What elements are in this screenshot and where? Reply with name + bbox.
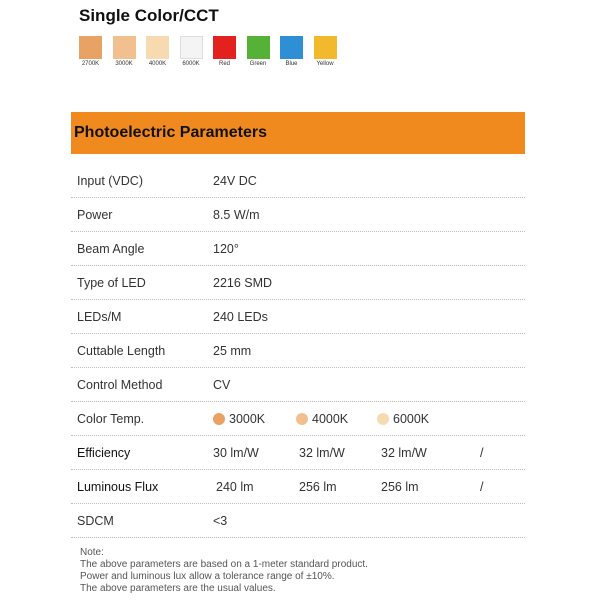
color-temp-text: 4000K: [312, 411, 349, 426]
param-label: Beam Angle: [77, 241, 145, 256]
param-row-luminous-flux: [71, 470, 525, 504]
swatch-chip: [180, 36, 203, 59]
swatch-label: 4000K: [148, 61, 167, 67]
swatch-chip: [146, 36, 169, 59]
swatch-yellow: [313, 36, 338, 67]
param-label: Type of LED: [77, 275, 146, 290]
param-label: Luminous Flux: [77, 479, 159, 494]
page-title: Single Color/CCT: [79, 6, 219, 25]
param-row-led-type: [71, 266, 525, 300]
param-value: 32 lm/W: [299, 445, 345, 460]
param-value: 2216 SMD: [213, 275, 273, 290]
param-row-leds-per-m: [71, 300, 525, 334]
swatch-label: Green: [249, 61, 267, 67]
param-label: SDCM: [77, 513, 114, 528]
param-row-sdcm: [71, 504, 525, 538]
swatch-4000k: [145, 36, 170, 67]
param-label: Power: [77, 207, 113, 222]
color-temp-text: 6000K: [393, 411, 430, 426]
param-value: /: [480, 479, 484, 494]
param-value: 24V DC: [213, 173, 257, 188]
param-value: 240 lm: [216, 479, 254, 494]
param-row-cuttable-length: [71, 334, 525, 368]
param-row-power: [71, 198, 525, 232]
swatch-green: [246, 36, 271, 67]
swatch-chip: [79, 36, 102, 59]
swatch-3000k: [112, 36, 137, 67]
notes-line: The above parameters are the usual values.: [80, 583, 276, 594]
param-value: 25 mm: [213, 343, 252, 358]
param-label: Control Method: [77, 377, 163, 392]
color-swatch-list: [78, 36, 346, 67]
param-value: <3: [213, 513, 228, 528]
param-value: /: [480, 445, 484, 460]
swatch-chip: [113, 36, 136, 59]
notes-line: The above parameters are based on a 1-meter standard product.: [80, 559, 368, 570]
color-temp-value: [377, 412, 429, 426]
swatch-red: [212, 36, 237, 67]
param-value: 30 lm/W: [213, 445, 259, 460]
color-dot-icon: [377, 413, 389, 425]
swatch-chip: [247, 36, 270, 59]
notes-heading: Note:: [80, 547, 104, 558]
swatch-label: 6000K: [182, 61, 200, 67]
swatch-6000k: [179, 36, 204, 67]
color-temp-value: [296, 412, 348, 426]
param-value: 256 lm: [381, 479, 419, 494]
parameter-table: [71, 164, 525, 538]
swatch-2700k: [78, 36, 103, 67]
param-value: 8.5 W/m: [213, 207, 260, 222]
section-banner: [71, 112, 525, 154]
param-label: Efficiency: [77, 445, 131, 460]
swatch-chip: [314, 36, 337, 59]
notes-block: [80, 547, 368, 595]
param-row-input: [71, 164, 525, 198]
param-row-control-method: [71, 368, 525, 402]
param-label: Input (VDC): [77, 173, 143, 188]
color-dot-icon: [213, 413, 225, 425]
swatch-blue: [279, 36, 304, 67]
param-label: Color Temp.: [77, 411, 145, 426]
param-value: 240 LEDs: [213, 309, 268, 324]
swatch-label: 2700K: [81, 61, 100, 67]
param-label: LEDs/M: [77, 309, 122, 324]
swatch-label: Yellow: [316, 61, 334, 67]
swatch-chip: [280, 36, 303, 59]
swatch-chip: [213, 36, 236, 59]
banner-title: Photoelectric Parameters: [74, 124, 267, 141]
param-value: CV: [213, 377, 231, 392]
color-temp-text: 3000K: [229, 411, 266, 426]
param-value: 120°: [213, 241, 239, 256]
color-dot-icon: [296, 413, 308, 425]
param-row-beam-angle: [71, 232, 525, 266]
notes-line: Power and luminous lux allow a tolerance range of ±10%.: [80, 571, 335, 582]
param-row-color-temp: [71, 402, 525, 436]
swatch-label: Blue: [285, 61, 298, 67]
color-temp-value: [213, 412, 265, 426]
swatch-label: 3000K: [115, 61, 133, 67]
param-value: 256 lm: [299, 479, 337, 494]
param-label: Cuttable Length: [77, 343, 166, 358]
param-row-efficiency: [71, 436, 525, 470]
param-value: 32 lm/W: [381, 445, 427, 460]
swatch-label: Red: [218, 61, 230, 67]
